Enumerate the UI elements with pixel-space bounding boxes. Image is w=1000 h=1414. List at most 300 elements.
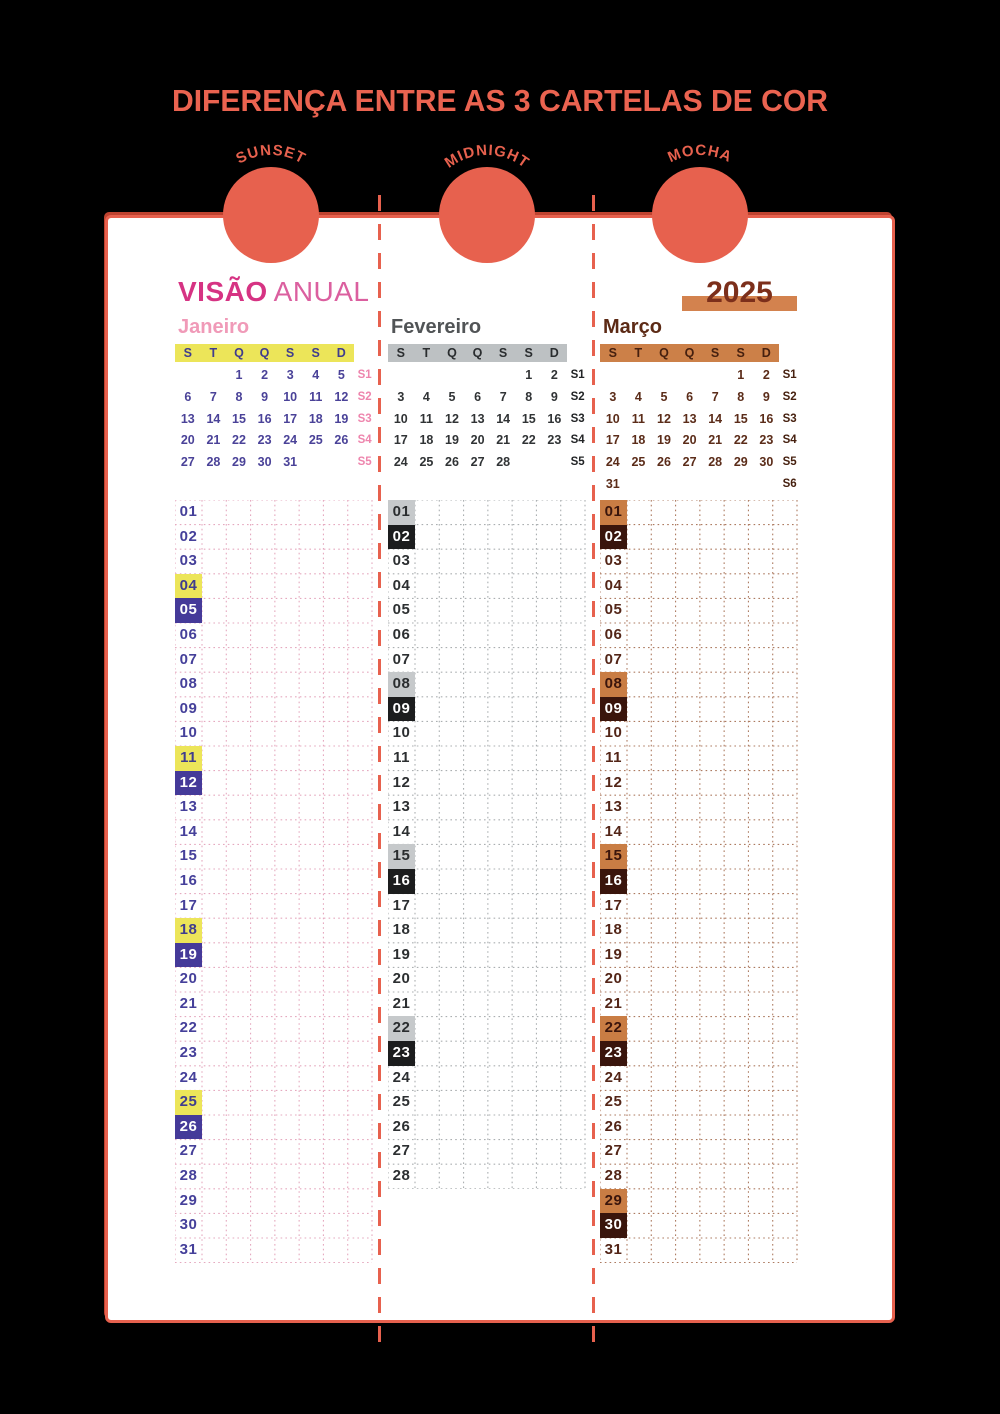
week-number-label: S3 — [357, 412, 372, 425]
day-number: 27 — [179, 1142, 198, 1160]
mini-calendar-date: 25 — [631, 455, 646, 470]
day-number: 24 — [392, 1068, 411, 1086]
month-title: Março — [603, 316, 662, 338]
day-row — [600, 525, 800, 550]
day-row — [175, 623, 375, 648]
day-number: 13 — [604, 798, 623, 816]
mini-calendar-date: 14 — [708, 411, 723, 426]
weekday-letter: S — [498, 346, 508, 360]
day-row — [175, 1066, 375, 1091]
mini-calendar-date — [626, 474, 652, 496]
svg-text:MIDNIGHT: MIDNIGHT — [441, 141, 533, 172]
weekday-letter: S — [524, 346, 533, 360]
day-row — [600, 721, 800, 746]
day-row — [600, 1238, 800, 1263]
mini-calendar-date: 12 — [657, 411, 671, 426]
day-row — [175, 574, 375, 599]
mini-calendar-date: 17 — [283, 411, 298, 426]
mini-calendar-date: 27 — [470, 455, 485, 470]
week-number-label: S3 — [570, 412, 585, 425]
mini-calendar-date: 19 — [334, 411, 349, 426]
mini-calendar-date: 25 — [419, 455, 434, 470]
day-number: 29 — [179, 1191, 198, 1209]
day-row — [600, 943, 800, 968]
mini-calendar-date — [702, 365, 728, 387]
day-row — [388, 1066, 588, 1091]
palette-name-arc-3 — [630, 140, 770, 202]
day-number: 14 — [604, 822, 623, 840]
mini-calendar-date: 26 — [334, 433, 349, 448]
mini-calendar-date: 22 — [232, 433, 246, 448]
mini-calendar-date: 4 — [312, 368, 320, 382]
mini-calendar-date: 15 — [733, 411, 748, 426]
week-number-label: S6 — [782, 477, 797, 490]
mini-calendar-date: 2 — [550, 368, 558, 382]
day-row — [600, 1213, 800, 1238]
mini-calendar-date — [677, 474, 703, 496]
day-number: 21 — [179, 994, 198, 1012]
day-row — [600, 1115, 800, 1140]
week-number-label: S3 — [782, 412, 797, 425]
day-number: 26 — [392, 1117, 411, 1135]
day-row — [600, 1041, 800, 1066]
day-row — [600, 967, 800, 992]
day-row — [175, 1189, 375, 1214]
day-row — [600, 795, 800, 820]
day-row — [388, 1115, 588, 1140]
day-row — [388, 967, 588, 992]
day-number: 01 — [388, 500, 415, 525]
day-number: 16 — [600, 869, 627, 894]
day-row — [175, 992, 375, 1017]
mini-calendar-date: 11 — [631, 411, 645, 426]
day-number: 16 — [179, 871, 198, 889]
day-row — [388, 992, 588, 1017]
day-number: 26 — [175, 1115, 202, 1140]
weekday-letter: Q — [234, 346, 244, 360]
day-row — [175, 1090, 375, 1115]
mini-calendar-date — [490, 365, 516, 387]
day-number: 21 — [604, 994, 623, 1012]
day-number: 31 — [604, 1240, 623, 1258]
day-number: 05 — [392, 601, 411, 619]
day-number: 17 — [604, 896, 623, 914]
week-number-label: S2 — [357, 390, 372, 403]
day-row — [175, 549, 375, 574]
day-number: 23 — [179, 1044, 198, 1062]
day-number: 18 — [175, 918, 202, 943]
day-row — [388, 1016, 588, 1041]
day-number: 11 — [605, 748, 622, 766]
mini-calendar-date: 8 — [525, 389, 533, 404]
mini-calendar-date: 26 — [445, 455, 459, 470]
day-row — [600, 574, 800, 599]
mini-calendar-date: 17 — [393, 433, 408, 448]
day-row — [175, 721, 375, 746]
week-number-label: S4 — [357, 434, 372, 447]
mini-calendar-date — [754, 474, 780, 496]
mini-calendar-date — [651, 365, 677, 387]
day-row — [388, 795, 588, 820]
day-row — [600, 598, 800, 623]
day-number: 22 — [388, 1016, 415, 1041]
day-number: 14 — [392, 822, 411, 840]
mini-calendar-date: 14 — [496, 411, 511, 426]
mini-calendar-date: 20 — [470, 433, 485, 448]
day-number: 06 — [179, 625, 198, 643]
day-number: 01 — [600, 500, 627, 525]
mini-calendar-date — [303, 452, 329, 474]
day-row — [175, 820, 375, 845]
day-row — [600, 623, 800, 648]
day-row — [388, 820, 588, 845]
day-row — [388, 672, 588, 697]
day-row — [175, 1213, 375, 1238]
day-row — [600, 869, 800, 894]
mini-calendar-date: 13 — [682, 411, 697, 426]
day-number: 10 — [179, 724, 198, 742]
day-number: 21 — [392, 994, 411, 1012]
weekday-letter: Q — [259, 346, 270, 360]
weekday-letter: T — [209, 346, 218, 360]
day-row — [175, 869, 375, 894]
day-number: 16 — [388, 869, 415, 894]
month-column-janeiro — [175, 218, 375, 1308]
day-number: 29 — [600, 1189, 627, 1214]
day-row — [600, 1189, 800, 1214]
mini-calendar-date: 19 — [445, 433, 459, 448]
day-number: 09 — [179, 699, 198, 717]
day-row — [600, 1090, 800, 1115]
day-number: 24 — [179, 1068, 198, 1086]
day-list — [175, 500, 375, 1262]
palette-name-arc-2 — [417, 140, 557, 202]
day-row — [388, 721, 588, 746]
mini-calendar-date: 5 — [337, 368, 345, 382]
mini-calendar-date: 4 — [634, 389, 642, 404]
mini-calendar-date: 27 — [180, 455, 195, 470]
day-row — [388, 500, 588, 525]
mini-calendar-date — [175, 365, 201, 387]
day-row — [175, 672, 375, 697]
day-row — [600, 697, 800, 722]
day-number: 11 — [175, 746, 202, 771]
day-number: 15 — [179, 847, 198, 865]
mini-calendar-date: 5 — [660, 389, 668, 404]
mini-calendar-date: 23 — [257, 433, 272, 448]
day-number: 20 — [604, 970, 623, 988]
weekday-letter: T — [422, 346, 431, 360]
svg-text:MOCHA: MOCHA — [665, 141, 735, 167]
day-row — [600, 844, 800, 869]
mini-calendar-date: 18 — [419, 433, 434, 448]
mini-calendar-date: 12 — [445, 411, 459, 426]
day-number: 02 — [600, 525, 627, 550]
mini-calendar-date: 31 — [605, 476, 620, 491]
day-number: 13 — [179, 798, 198, 816]
day-number: 09 — [388, 697, 415, 722]
mini-calendar-date: 6 — [474, 389, 482, 404]
day-row — [388, 574, 588, 599]
day-number: 08 — [388, 672, 415, 697]
day-row — [175, 795, 375, 820]
day-row — [175, 844, 375, 869]
day-number: 17 — [392, 896, 411, 914]
mini-calendar-date: 18 — [631, 433, 646, 448]
day-row — [175, 1238, 375, 1263]
day-row — [388, 598, 588, 623]
mini-calendar-date: 28 — [206, 455, 221, 470]
day-number: 30 — [600, 1213, 627, 1238]
mini-calendar-date: 20 — [180, 433, 195, 448]
mini-calendar-date: 11 — [419, 411, 433, 426]
day-number: 23 — [388, 1041, 415, 1066]
mini-calendar-date — [329, 452, 355, 474]
day-number: 15 — [600, 844, 627, 869]
day-number: 02 — [179, 527, 198, 545]
mini-calendar-date: 24 — [283, 433, 298, 448]
day-row — [175, 1164, 375, 1189]
mini-calendar — [388, 365, 588, 474]
week-number-label: S5 — [357, 456, 372, 469]
mini-calendar-date: 13 — [180, 411, 195, 426]
panel-divider-dashed-line — [378, 195, 381, 1348]
day-number: 22 — [179, 1019, 198, 1037]
day-number: 03 — [179, 552, 198, 570]
day-row — [175, 648, 375, 673]
day-row — [600, 648, 800, 673]
svg-text:SUNSET: SUNSET — [233, 141, 309, 168]
mini-calendar-date: 25 — [308, 433, 323, 448]
weekday-letter: S — [736, 346, 745, 360]
day-number: 27 — [604, 1142, 623, 1160]
day-row — [388, 844, 588, 869]
day-list — [600, 500, 800, 1262]
month-column-fevereiro — [388, 218, 588, 1308]
mini-calendar-date: 21 — [206, 433, 221, 448]
mini-calendar-date: 6 — [184, 389, 192, 404]
day-row — [175, 918, 375, 943]
mini-calendar-date: 28 — [496, 455, 511, 470]
day-number: 08 — [600, 672, 627, 697]
day-number: 26 — [604, 1117, 623, 1135]
weekday-letter: D — [336, 346, 346, 360]
mini-calendar-date: 15 — [232, 411, 246, 426]
day-number: 14 — [179, 822, 198, 840]
day-number: 12 — [604, 773, 623, 791]
day-row — [600, 1164, 800, 1189]
day-row — [600, 1066, 800, 1091]
month-column-marco — [600, 218, 800, 1308]
day-row — [388, 869, 588, 894]
view-title-light: ANUAL — [273, 276, 370, 307]
mini-calendar-date: 7 — [711, 389, 719, 404]
week-number-label: S1 — [570, 369, 585, 381]
day-row — [175, 771, 375, 796]
mini-calendar-date: 22 — [521, 433, 536, 448]
mini-calendar-date: 10 — [393, 411, 408, 426]
day-row — [388, 1090, 588, 1115]
weekday-letter: S — [608, 346, 617, 360]
mini-calendar-date — [677, 365, 703, 387]
mini-calendar-date: 15 — [521, 411, 536, 426]
day-row — [175, 1139, 375, 1164]
day-number: 07 — [604, 650, 623, 668]
day-number: 18 — [604, 921, 623, 939]
day-row — [600, 771, 800, 796]
mini-calendar-date: 21 — [496, 433, 511, 448]
mini-calendar-date: 12 — [334, 389, 349, 404]
day-number: 06 — [604, 625, 623, 643]
mini-calendar-date: 18 — [308, 411, 323, 426]
day-list — [388, 500, 588, 1189]
mini-calendar-date: 26 — [657, 455, 671, 470]
mini-calendar-date: 2 — [762, 368, 770, 382]
day-number: 10 — [604, 724, 623, 742]
day-number: 28 — [179, 1167, 198, 1185]
day-number: 23 — [600, 1041, 627, 1066]
mini-calendar-date: 8 — [737, 389, 745, 404]
day-row — [388, 648, 588, 673]
mini-calendar-date: 10 — [283, 389, 298, 404]
week-number-label: S2 — [570, 390, 585, 403]
view-title-bold: VISÃO — [178, 276, 268, 307]
mini-calendar-date: 20 — [682, 433, 697, 448]
mini-calendar-date — [388, 365, 414, 387]
day-number: 06 — [392, 625, 411, 643]
day-number: 07 — [179, 650, 198, 668]
mini-calendar-date: 9 — [762, 389, 770, 404]
day-row — [388, 525, 588, 550]
day-number: 12 — [175, 771, 202, 796]
day-row — [600, 549, 800, 574]
day-number: 15 — [388, 844, 415, 869]
day-row — [175, 525, 375, 550]
day-row — [600, 1139, 800, 1164]
mini-calendar-date: 24 — [393, 455, 408, 470]
weekday-letter: S — [396, 346, 405, 360]
comparison-title: DIFERENÇA ENTRE AS 3 CARTELAS DE COR — [171, 83, 829, 118]
day-number: 04 — [175, 574, 202, 599]
mini-calendar-date: 10 — [605, 411, 620, 426]
weekday-letter: Q — [472, 346, 483, 360]
day-row — [175, 943, 375, 968]
panel-divider-dashed-line — [592, 195, 595, 1348]
mini-calendar-date: 3 — [286, 368, 294, 382]
day-number: 12 — [392, 773, 411, 791]
mini-calendar-date — [439, 365, 465, 387]
mini-calendar-date — [465, 365, 491, 387]
day-row — [388, 746, 588, 771]
mini-calendar-date: 30 — [759, 455, 774, 470]
day-number: 28 — [392, 1167, 411, 1185]
day-number: 27 — [392, 1142, 411, 1160]
week-number-label: S4 — [782, 434, 797, 447]
day-number: 11 — [393, 748, 410, 766]
weekday-letter: Q — [447, 346, 457, 360]
mini-calendar-date: 24 — [605, 455, 620, 470]
day-number: 19 — [604, 945, 623, 963]
day-row — [388, 623, 588, 648]
day-row — [388, 894, 588, 919]
year-label: 2025 — [706, 276, 773, 309]
mini-calendar — [600, 365, 800, 496]
mini-calendar-date: 29 — [232, 455, 246, 470]
mini-calendar-date: 29 — [733, 455, 748, 470]
day-number: 22 — [600, 1016, 627, 1041]
day-row — [600, 820, 800, 845]
day-number: 31 — [179, 1240, 198, 1258]
day-row — [388, 1164, 588, 1189]
mini-calendar-date: 11 — [309, 389, 323, 404]
day-number: 05 — [604, 601, 623, 619]
mini-calendar-date: 8 — [235, 389, 243, 404]
weekday-letter: Q — [659, 346, 669, 360]
mini-calendar-date — [414, 365, 440, 387]
day-number: 19 — [175, 943, 202, 968]
day-row — [388, 1139, 588, 1164]
mini-calendar-date — [201, 365, 227, 387]
month-title: Janeiro — [178, 316, 250, 338]
mini-calendar-date: 13 — [470, 411, 485, 426]
mini-calendar-date — [516, 452, 542, 474]
mini-calendar-date — [702, 474, 728, 496]
day-number: 18 — [392, 921, 411, 939]
mini-calendar-date: 1 — [737, 368, 745, 382]
day-row — [600, 894, 800, 919]
mini-calendar-date: 23 — [547, 433, 562, 448]
day-row — [388, 549, 588, 574]
weekday-letter: S — [710, 346, 720, 360]
weekday-header-bar — [175, 344, 354, 362]
day-number: 20 — [179, 970, 198, 988]
mini-calendar-date: 16 — [547, 411, 562, 426]
mini-calendar-date: 19 — [657, 433, 671, 448]
mini-calendar-date: 16 — [257, 411, 272, 426]
day-row — [388, 697, 588, 722]
weekday-letter: S — [311, 346, 320, 360]
day-row — [175, 598, 375, 623]
day-number: 03 — [392, 552, 411, 570]
day-number: 04 — [604, 576, 623, 594]
mini-calendar-date: 1 — [525, 368, 533, 382]
day-number: 08 — [179, 675, 198, 693]
day-number: 17 — [179, 896, 198, 914]
day-number: 20 — [392, 970, 411, 988]
mini-calendar-date: 3 — [397, 389, 405, 404]
mini-calendar-date: 2 — [261, 368, 269, 382]
week-number-label: S5 — [570, 456, 585, 469]
mini-calendar-date: 4 — [422, 389, 430, 404]
mini-calendar-date — [728, 474, 754, 496]
weekday-header-bar — [388, 344, 567, 362]
day-row — [600, 500, 800, 525]
day-row — [600, 918, 800, 943]
day-number: 19 — [392, 945, 411, 963]
day-row — [175, 746, 375, 771]
day-number: 10 — [392, 724, 411, 742]
mini-calendar-date: 30 — [257, 455, 272, 470]
day-row — [175, 1016, 375, 1041]
mini-calendar-date: 31 — [283, 455, 298, 470]
day-number: 07 — [392, 650, 411, 668]
day-row — [388, 918, 588, 943]
mini-calendar-date: 9 — [261, 389, 269, 404]
day-row — [388, 943, 588, 968]
day-row — [175, 1041, 375, 1066]
mini-calendar-date — [626, 365, 652, 387]
weekday-letter: D — [549, 346, 559, 360]
